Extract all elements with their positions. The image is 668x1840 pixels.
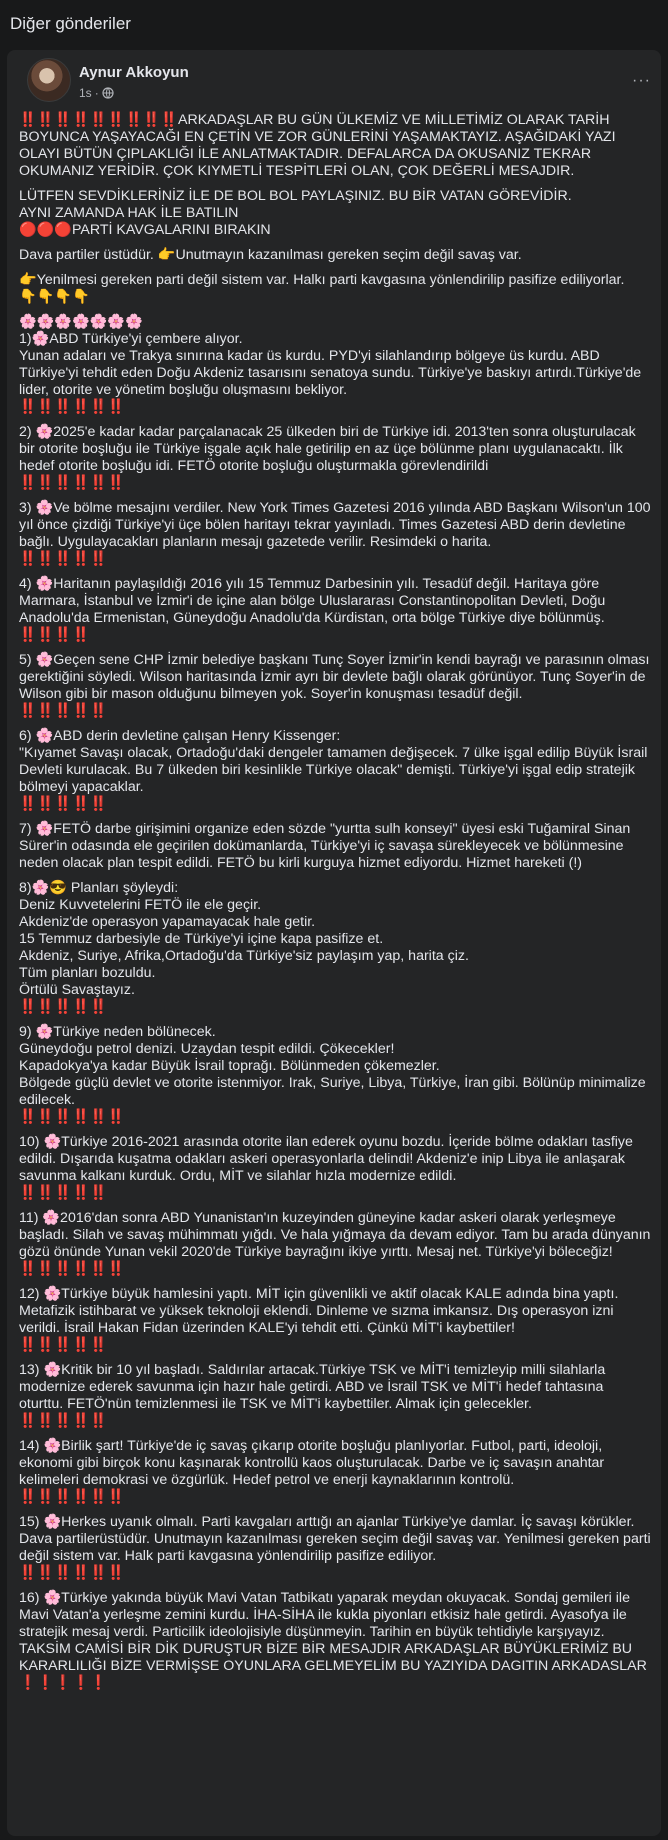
meta-separator: · bbox=[94, 86, 99, 100]
post-paragraph: 2) 🌸2025'e kadar kadar parçalanacak 25 ülkeden biri de Türkiye idi. 2013'ten sonra oluşturulacak bir otorite boşluğu ile Türkiye işgale açık hale getirilip en az üçe bölünme planı uygulanacaktı. İlk hedef otorite boşluğu idi. FETÖ otorite boşluğu oluşturmakla görevlendirildi ‼️‼️‼️‼️‼️‼️ bbox=[19, 424, 636, 491]
globe-icon bbox=[102, 87, 114, 99]
post-paragraph: 5) 🌸Geçen sene CHP İzmir belediye başkanı Tunç Soyer İzmir'in kendi bayrağı ve parasının olması gerektiğini söyledi. Wilson haritasında İzmir ayrı bir devlete bağlı olarak görünüyor. Tunç Soyer'in de Wilson gibi bir mason olduğunu bilmeyen yok. Soyer'in konuşması tesadüf değil. ‼️‼️‼️‼️‼️ bbox=[19, 652, 650, 719]
post-paragraph: 🌸🌸🌸🌸🌸🌸🌸 1)🌸ABD Türkiye'yi çembere alıyor. Yunan adaları ve Trakya sınırına kadar üs kurdu. PYD'yi silahlandırıp bölgeye üs kurdu. ABD Türkiye'yi tehdit eden Doğu Akdeniz tasarısını senatoya sundu. Türkiye'ye baskıyı artırdı.Türkiye'de lider, otorite ve yönetim boşluğu oluşmasını bekliyor. ‼️‼️‼️‼️‼️‼️ bbox=[19, 314, 642, 415]
post-paragraph: 6) 🌸ABD derin devletine çalışan Henry Kissenger: "Kıyamet Savaşı olacak, Ortadoğu'daki dengeler tamamen değişecek. 7 ülke işgal edilip Büyük İsrail Devleti kurulacak. Bu 7 ülkeden biri kesinlikle Türkiye olacak" demişti. Türkiye'yi işgal edip stratejik bölmeyi yapacaklar. ‼️‼️‼️‼️‼️ bbox=[19, 728, 648, 812]
more-options-button[interactable]: ··· bbox=[632, 72, 651, 89]
post-paragraph: 👉Yenilmesi gereken parti değil sistem var. Halkı parti kavgasına yönlendirilip pasifize ediliyorlar. 👇👇👇👇 bbox=[19, 272, 625, 305]
post-card bbox=[7, 50, 661, 1836]
post-paragraph: 14) 🌸Birlik şart! Türkiye'de iç savaş çıkarıp otorite boşluğu planlıyorlar. Futbol, parti, ideoloji, ekonomi gibi birçok konu kaşınarak kontrollü kaos oluşturulacak. Darbe ve iç savaşın anahtar kelimeleri demokrasi ve özgürlük. Hedef petrol ve enerji kaynaklarının kontrolü. ‼️‼️‼️‼️‼️‼️ bbox=[19, 1438, 605, 1505]
post-paragraph: LÜTFEN SEVDİKLERİNİZ İLE DE BOL BOL PAYLAŞINIZ. BU BİR VATAN GÖREVİDİR. AYNI ZAMANDA HAK İLE BATILIN 🔴🔴🔴PARTİ KAVGALARINI BIRAKIN bbox=[19, 188, 572, 238]
post-paragraph: 4) 🌸Haritanın paylaşıldığı 2016 yılı 15 Temmuz Darbesinin yılı. Tesadüf değil. Haritaya göre Marmara, İstanbul ve İzmir'i de içine alan bölge Uluslararası Constantinopolitan Devleti, Doğu Anadolu'da Ermenistan, Güneydoğu Anadolu'da Kürdistan, orta bölge Türkiye diye bölünmüş. ‼️‼️‼️‼️ bbox=[19, 576, 606, 643]
post-paragraph: ‼️‼️‼️‼️‼️‼️‼️‼️‼️ARKADAŞLAR BU GÜN ÜLKEMİZ VE MİLLETİMİZ OLARAK TARİH BOYUNCA YAŞAYACAĞI EN ÇETİN VE ZOR GÜNLERİNİ YAŞAMAKTAYIZ. AŞAĞIDAKİ YAZI OLAYI BÜTÜN ÇIPLAKLIĞI İLE ANLATMAKTADIR. DEFALARCA DA OKUSANIZ TEKRAR OKUMANIZ YERİDİR. ÇOK KIYMETLİ TESPİTLERİ OLAN, ÇOK DEĞERLİ MESAJDIR. bbox=[19, 112, 616, 179]
avatar[interactable] bbox=[27, 58, 71, 102]
post-paragraph: 9) 🌸Türkiye neden bölünecek. Güneydoğu petrol denizi. Uzaydan tespit edildi. Çökecekler! Kapadokya'ya kadar Büyük İsrail toprağı. Bölünmeden çökemezler. Bölgede güçlü devlet ve otorite istenmiyor. Irak, Suriye, Libya, Türkiye, İran gibi. Bölünüp minimalize edilecek. ‼️‼️‼️‼️‼️‼️ bbox=[19, 1024, 646, 1125]
post-paragraph: 11) 🌸2016'dan sonra ABD Yunanistan'ın kuzeyinden güneyine kadar askeri olarak yerleşmeye başladı. Silah ve savaş mühimmatı yığdı. Ve hala yığmaya da devam ediyor. Tam bu arada dünyanın gözü önünde Yunan vekil 2020'de Türkiye bayrağını ikiye yırttı. Mesaj net. Türkiye'yi böleceğiz! ‼️‼️‼️‼️‼️‼️ bbox=[19, 1210, 651, 1277]
post-paragraph: 8)🌸😎 Planları şöyleydi: Deniz Kuvvetelerini FETÖ ile ele geçir. Akdeniz'de operasyon yapamayacak hale getir. 15 Temmuz darbesiyle de Türkiye'yi içine kapa pasifize et. Akdeniz, Suriye, Afrika,Ortadoğu'da Türkiye'siz paylaşım yap, harita çiz. Tüm planları bozuldu. Örtülü Savaştayız. ‼️‼️‼️‼️‼️ bbox=[19, 880, 469, 1015]
section-title: Diğer gönderiler bbox=[10, 14, 131, 33]
post-paragraph: 7) 🌸FETÖ darbe girişimini organize eden sözde "yurtta sulh konseyi" üyesi eski Tuğamiral Sinan Sürer'in odasında ele geçirilen dokümanlarda, Türkiye'yi iç savaşa sürekleyecek ve bölünmesine neden olacak plan tespit edildi. FETÖ bu kirli kurguya hizmet ediyordu. Hizmet hareketi (!) bbox=[19, 821, 631, 871]
post-paragraph: 12) 🌸Türkiye büyük hamlesini yaptı. MİT için güvenlikli ve aktif olacak KALE adında bina yaptı. Metafizik istihbarat ve yüksek teknoloji eklendi. Dinleme ve sızma imkansız. Dış operasyon izni verildi. İsrail Hakan Fidan üzerinden KALE'yi tehdit etti. Çünkü MİT'i kaybettiler! ‼️‼️‼️‼️‼️ bbox=[19, 1286, 619, 1353]
post-paragraph: 3) 🌸Ve bölme mesajını verdiler. New York Times Gazetesi 2016 yılında ABD Başkanı Wilson'un 100 yıl önce çizdiği Türkiye'yi üçe bölen haritayı tekrar yayınladı. Times Gazetesi ABD derin devletine bağlı. Uygulayacakları planların mesajı gazetede verilir. Resimdeki o harita. ‼️‼️‼️‼️‼️ bbox=[19, 500, 651, 567]
post-time[interactable]: 1s bbox=[79, 86, 92, 100]
post-paragraph: 16) 🌸Türkiye yakında büyük Mavi Vatan Tatbikatı yaparak meydan okuyacak. Sondaj gemileri ile Mavi Vatan'a yerleşme zemini kurdu. İHA-SİHA ile kukla piyonları etkisiz hale getirdi. Ayasofya ile stratejik mesaj verdi. Particilik ideolojisiyle düşünmeyin. Tarihin en büyük tehtidiyle karşıyayız. TAKSİM CAMİSİ BİR DİK DURUŞTUR BİZE BİR MESAJDIR ARKADAŞLAR BÜYÜKLERİMİZ BU KARARLILIĞI BİZE VERMİŞSE OYUNLARA GELMEYELİM BU YAZIYIDA DAGITIN ARKADASLAR ❗❗❗❗❗ bbox=[19, 1590, 647, 1691]
post-paragraph: 13) 🌸Kritik bir 10 yıl başladı. Saldırılar artacak.Türkiye TSK ve MİT'i temizleyip milli silahlarla modernize ederek savunma için hazır hale getirdi. ABD ve İsrail TSK ve MİT'i hedef tahtasına oturttu. FETÖ'nün temizlenmesi ile TSK ve MİT'i kaybettiler. Almak için gelecekler. ‼️‼️‼️‼️‼️ bbox=[19, 1362, 606, 1429]
post-paragraph: 10) 🌸Türkiye 2016-2021 arasında otorite ilan ederek oyunu bozdu. İçeride bölme odakları tasfiye edildi. Dışarıda kuşatma odakları askeri operasyonlarla delindi! Akdeniz'e inip Libya ile anlaşarak savunma kalkanı kurduk. Ordu, MİT ve silahlar hızla modernize edildi. ‼️‼️‼️‼️‼️ bbox=[19, 1134, 633, 1201]
post-meta bbox=[79, 86, 114, 100]
author-name[interactable]: Aynur Akkoyun bbox=[79, 64, 189, 81]
post-paragraph: Dava partiler üstüdür. 👉Unutmayın kazanılması gereken seçim değil savaş var. bbox=[19, 247, 522, 263]
post-paragraph: 15) 🌸Herkes uyanık olmalı. Parti kavgaları arttığı an ajanlar Türkiye'ye damlar. İç savaşı körükler. Dava partilerüstüdür. Unutmayın kazanılması gereken seçim değil savaş var. Yenilmesi gereken parti değil sistem var. Halk parti kavgasına yönlendirilip pasifize ediliyor. ‼️‼️‼️‼️‼️‼️ bbox=[19, 1514, 651, 1581]
post-body bbox=[19, 112, 651, 1700]
